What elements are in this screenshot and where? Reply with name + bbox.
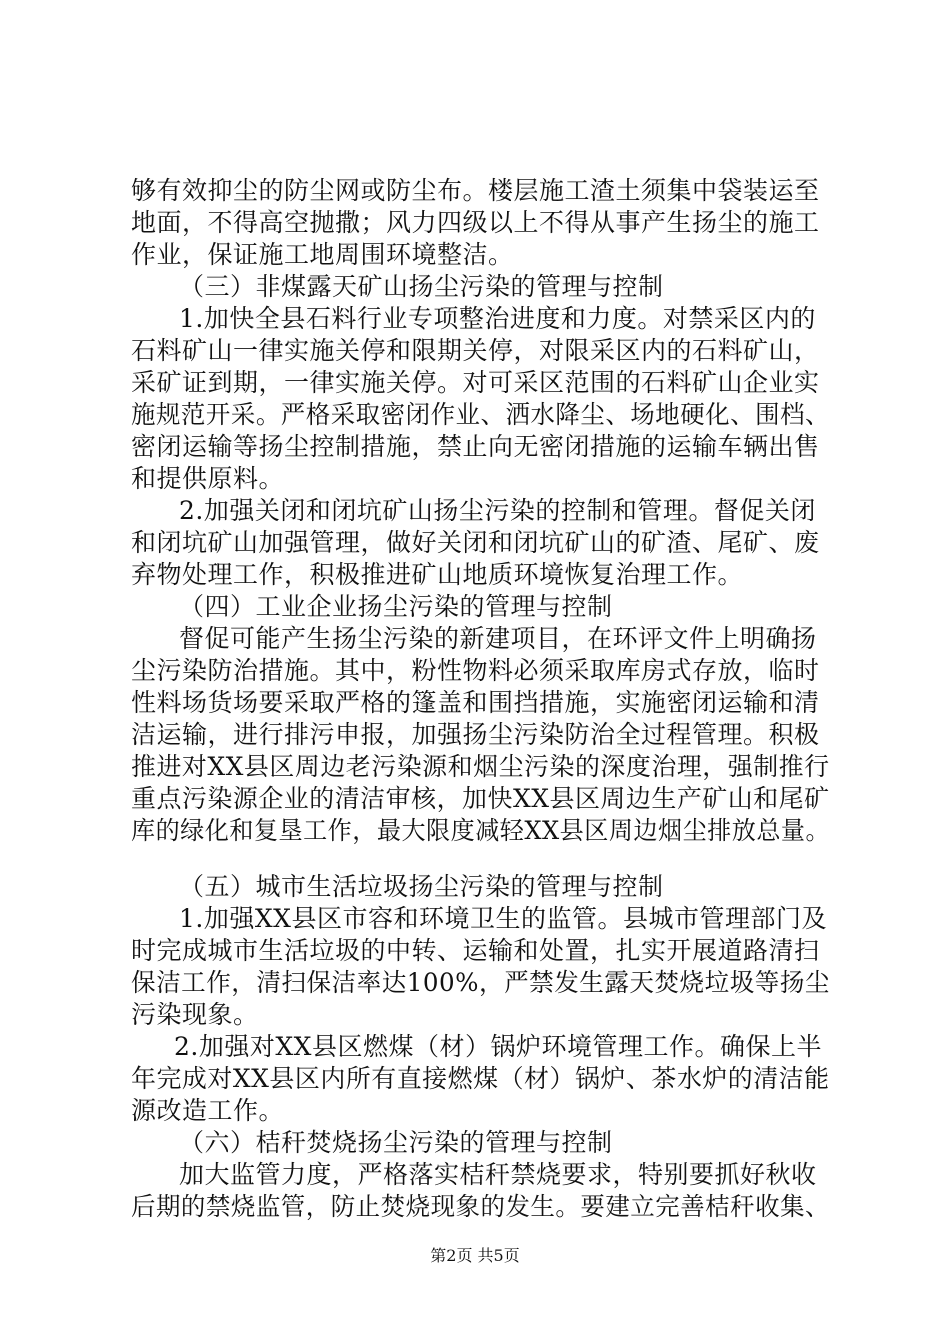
text-line: 推进对XX县区周边老污染源和烟尘污染的深度治理，强制推行	[131, 752, 830, 781]
text-line: 作业，保证施工地周围环境整洁。	[131, 240, 514, 269]
text-line: 地面，不得高空抛撒；风力四级以上不得从事产生扬尘的施工	[131, 208, 820, 237]
text-line: 督促可能产生扬尘污染的新建项目，在环评文件上明确扬	[179, 624, 817, 653]
text-line: 性料场货场要采取严格的篷盖和围挡措施，实施密闭运输和清	[131, 688, 820, 717]
text-line: 尘污染防治措施。其中，粉性物料必须采取库房式存放，临时	[131, 656, 820, 685]
page-number: 第2页 共5页	[430, 1246, 520, 1265]
text-line: 洁运输，进行排污申报，加强扬尘污染防治全过程管理。积极	[131, 720, 820, 749]
text-line: 污染现象。	[131, 1000, 259, 1029]
text-line: 2.加强对XX县区燃煤（材）锅炉环境管理工作。确保上半	[174, 1032, 822, 1061]
text-line: 时完成城市生活垃圾的中转、运输和处置，扎实开展道路清扫	[131, 936, 820, 965]
section-heading: （五）城市生活垃圾扬尘污染的管理与控制	[179, 872, 664, 901]
section-heading: （六）桔秆焚烧扬尘污染的管理与控制	[179, 1128, 613, 1157]
section-heading: （四）工业企业扬尘污染的管理与控制	[179, 592, 613, 621]
text-line: 石料矿山一律实施关停和限期关停，对限采区内的石料矿山，	[131, 336, 820, 365]
text-line: 源改造工作。	[131, 1096, 285, 1125]
text-line: 弃物处理工作，积极推进矿山地质环境恢复治理工作。	[131, 560, 744, 589]
text-line: 采矿证到期，一律实施关停。对可采区范围的石料矿山企业实	[131, 368, 820, 397]
text-line: 1.加强XX县区市容和环境卫生的监管。县城市管理部门及	[179, 904, 827, 933]
text-line: 密闭运输等扬尘控制措施，禁止向无密闭措施的运输车辆出售	[131, 432, 820, 461]
text-line: 2.加强关闭和闭坑矿山扬尘污染的控制和管理。督促关闭	[179, 496, 816, 525]
text-line: 重点污染源企业的清洁审核，加快XX县区周边生产矿山和尾矿	[131, 784, 830, 813]
text-line: 后期的禁烧监管，防止焚烧现象的发生。要建立完善桔秆收集、	[131, 1192, 831, 1221]
text-line: 库的绿化和复垦工作，最大限度减轻XX县区周边烟尘排放总量。	[131, 816, 831, 845]
section-heading: （三）非煤露天矿山扬尘污染的管理与控制	[179, 272, 664, 301]
text-line: 年完成对XX县区内所有直接燃煤（材）锅炉、茶水炉的清洁能	[131, 1064, 830, 1093]
text-line: 施规范开采。严格采取密闭作业、洒水降尘、场地硬化、围档、	[131, 400, 831, 429]
text-line: 保洁工作，清扫保洁率达100%，严禁发生露天焚烧垃圾等扬尘	[131, 968, 830, 997]
text-line: 和闭坑矿山加强管理，做好关闭和闭坑矿山的矿渣、尾矿、废	[131, 528, 820, 557]
text-line: 1.加快全县石料行业专项整治进度和力度。对禁采区内的	[179, 304, 816, 333]
text-line: 够有效抑尘的防尘网或防尘布。楼层施工渣土须集中袋装运至	[131, 176, 820, 205]
text-line: 和提供原料。	[131, 464, 285, 493]
text-line: 加大监管力度，严格落实桔秆禁烧要求，特别要抓好秋收	[179, 1160, 817, 1189]
